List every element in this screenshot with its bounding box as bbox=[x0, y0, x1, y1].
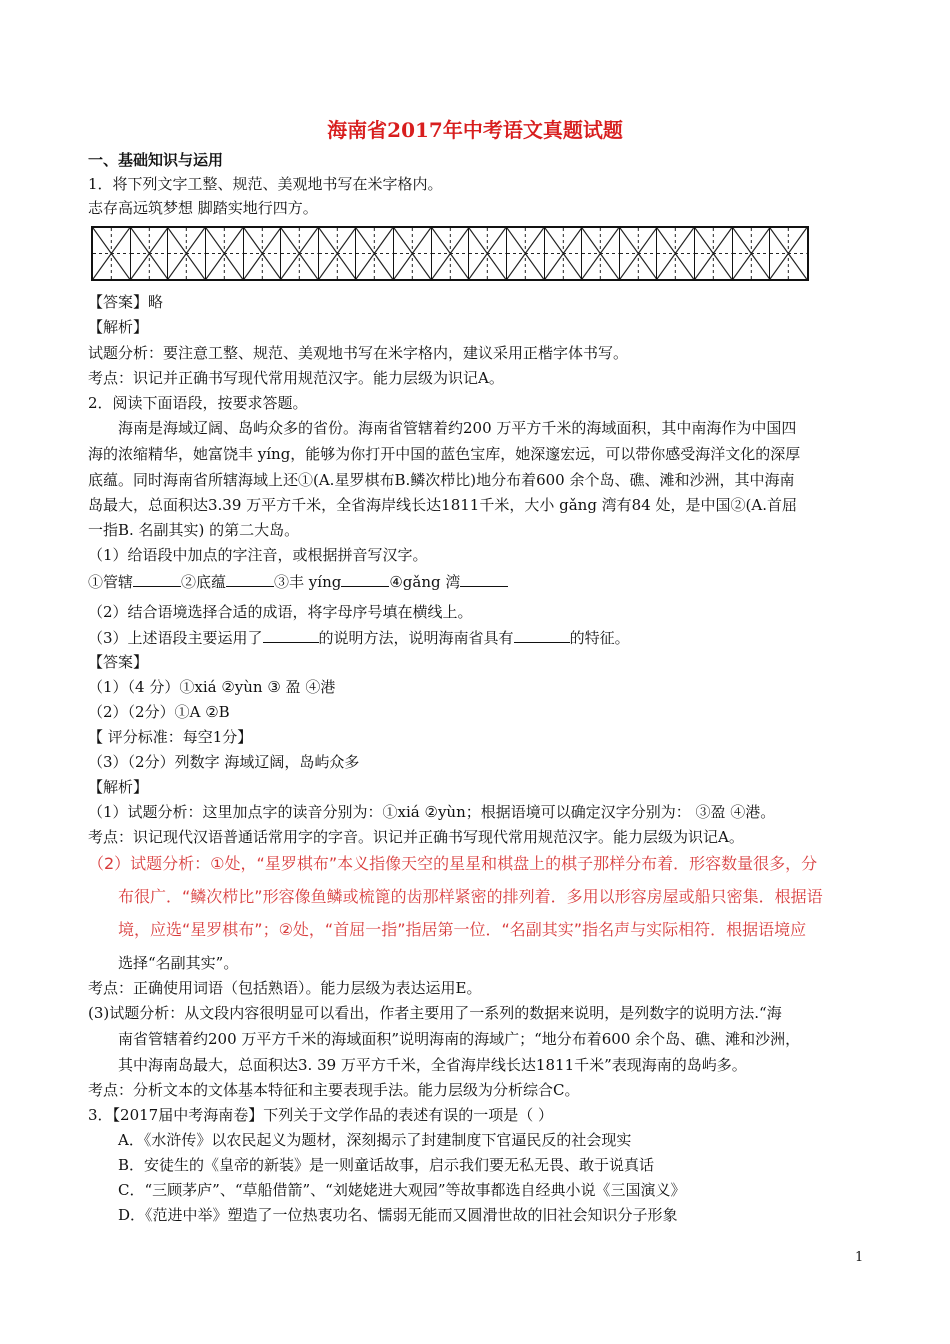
q1-answer: 【答案】略 bbox=[88, 293, 164, 311]
q2-sub2: （2）结合语境选择合适的成语，将字母序号填在横线上。 bbox=[88, 603, 473, 621]
blank-label: ④gǎng 湾 bbox=[389, 573, 461, 591]
q2-kaodian-1: 考点：识记现代汉语普通话常用字的字音。识记并正确书写现代常用规范汉字。能力层级为识记A。 bbox=[88, 828, 744, 846]
q2-blanks-row bbox=[88, 570, 508, 593]
q2-answer-3: （3）（2分）列数字 海域辽阔，岛屿众多 bbox=[88, 753, 360, 771]
q2-answer-1: （1）（4 分）①xiá ②yùn ③ 盈 ④港 bbox=[88, 678, 336, 696]
q2-kaodian-2: 考点：正确使用词语（包括熟语）。能力层级为表达运用E。 bbox=[88, 979, 482, 997]
q2-explanation-2-end: 选择“名副其实”。 bbox=[118, 954, 239, 972]
answer-blank[interactable] bbox=[341, 570, 389, 587]
page-title: 海南省2017年中考语文真题试题 bbox=[327, 118, 623, 142]
q2-paragraph-line: 岛最大，总面积达3.39 万平方千米，全省海岸线长达1811千米，大小 gǎng 湾有84 处，是中国②(A.首屈 bbox=[88, 496, 797, 514]
sub3-text: 的说明方法，说明海南省具有 bbox=[318, 629, 514, 647]
mizige-cell[interactable] bbox=[582, 228, 620, 279]
q2-paragraph-line: 底蕴。同时海南省所辖海域上还①(A.星罗棋布B.鳞次栉比)地分布着600 余个岛、礁、滩和沙洲，其中海南 bbox=[88, 471, 795, 489]
mizige-cell[interactable] bbox=[168, 228, 206, 279]
q1-text: 志存高远筑梦想 脚踏实地行四方。 bbox=[88, 199, 318, 217]
mizige-cell[interactable] bbox=[620, 228, 658, 279]
q1-prompt: 1．将下列文字工整、规范、美观地书写在米字格内。 bbox=[88, 175, 443, 193]
q2-sub3 bbox=[88, 626, 630, 649]
mizige-cell[interactable] bbox=[545, 228, 583, 279]
mizige-cell[interactable] bbox=[770, 228, 807, 279]
q3-prompt: 3．【2017届中考海南卷】下列关于文学作品的表述有误的一项是（ ） bbox=[88, 1106, 553, 1124]
q2-paragraph-line: 海的浓缩精华，她富饶丰 yíng，能够为你打开中国的蓝色宝库，她深邃宏远，可以带你感受海洋文化的深厚 bbox=[88, 445, 801, 463]
q2-paragraph-line: 一指B. 名副其实) 的第二大岛。 bbox=[88, 521, 300, 539]
q2-red-explanation-line: 布很广．“鳞次栉比”形容像鱼鳞或梳篦的齿那样紧密的排列着．多用以形容房屋或船只密集．根据语 bbox=[118, 887, 823, 906]
q1-kaodian: 考点：识记并正确书写现代常用规范汉字。能力层级为识记A。 bbox=[88, 369, 504, 387]
answer-blank[interactable] bbox=[263, 626, 319, 643]
q2-explanation-3-line: 南省管辖着约200 万平方千米的海域面积”说明海南的海域广；“地分布着600 余个岛、礁、滩和沙洲， bbox=[118, 1030, 801, 1048]
blank-label: ③丰 yíng bbox=[274, 573, 342, 591]
page-number: 1 bbox=[855, 1250, 864, 1265]
q2-explanation-1: （1）试题分析：这里加点字的读音分别为：①xiá ②yùn；根据语境可以确定汉字分别为： ③盈 ④港。 bbox=[88, 803, 776, 821]
q2-scoring-standard: 【 评分标准：每空1分】 bbox=[88, 728, 253, 746]
mizige-cell[interactable] bbox=[432, 228, 470, 279]
mizige-cell[interactable] bbox=[244, 228, 282, 279]
section-heading: 一、基础知识与运用 bbox=[88, 151, 224, 169]
answer-blank[interactable] bbox=[133, 570, 181, 587]
mizige-cell[interactable] bbox=[469, 228, 507, 279]
mizige-cell[interactable] bbox=[319, 228, 357, 279]
q3-option-a[interactable]: A．《水浒传》以农民起义为题材，深刻揭示了封建制度下官逼民反的社会现实 bbox=[118, 1131, 632, 1149]
q2-explanation-3-line: 其中海南岛最大，总面积达3. 39 万平方千米，全省海岸线长达1811千米”表现海南的岛屿多。 bbox=[118, 1056, 747, 1074]
mizige-cell[interactable] bbox=[394, 228, 432, 279]
q2-answer-heading: 【答案】 bbox=[88, 653, 149, 671]
answer-blank[interactable] bbox=[514, 626, 570, 643]
mizige-cell[interactable] bbox=[657, 228, 695, 279]
q1-analysis: 试题分析：要注意工整、规范、美观地书写在米字格内，建议采用正楷字体书写。 bbox=[88, 344, 629, 362]
mizige-cell[interactable] bbox=[206, 228, 244, 279]
mizige-cell[interactable] bbox=[131, 228, 169, 279]
sub3-text: 的特征。 bbox=[569, 629, 630, 647]
answer-blank[interactable] bbox=[226, 570, 274, 587]
q2-explanation-3-line: (3)试题分析：从文段内容很明显可以看出，作者主要用了一系列的数据来说明，是列数字的说明方法.“海 bbox=[88, 1004, 782, 1022]
mizige-cell[interactable] bbox=[281, 228, 319, 279]
q2-kaodian-3: 考点：分析文本的文体基本特征和主要表现手法。能力层级为分析综合C。 bbox=[88, 1081, 580, 1099]
q2-analysis-heading: 【解析】 bbox=[88, 778, 149, 796]
q2-red-explanation-line: 境，应选“星罗棋布”；②处，“首屈一指”指居第一位．“名副其实”指名声与实际相符．根据语境应 bbox=[118, 920, 807, 939]
q2-red-explanation-line: （2）试题分析：①处，“星罗棋布”本义指像天空的星星和棋盘上的棋子那样分布着．形容数量很多，分 bbox=[88, 854, 818, 873]
mizige-writing-grid[interactable] bbox=[91, 226, 809, 281]
q3-option-d[interactable]: D．《范进中举》塑造了一位热衷功名、懦弱无能而又圆滑世故的旧社会知识分子形象 bbox=[118, 1206, 678, 1224]
q3-option-c[interactable]: C．“三顾茅庐”、“草船借箭”、“刘姥姥进大观园”等故事都选自经典小说《三国演义》 bbox=[118, 1181, 686, 1199]
q3-option-b[interactable]: B．安徒生的《皇帝的新装》是一则童话故事，启示我们要无私无畏、敢于说真话 bbox=[118, 1156, 655, 1174]
mizige-cell[interactable] bbox=[356, 228, 394, 279]
mizige-cell[interactable] bbox=[695, 228, 733, 279]
mizige-cell[interactable] bbox=[507, 228, 545, 279]
blank-label: ②底蕴 bbox=[181, 573, 227, 591]
sub3-text: （3）上述语段主要运用了 bbox=[88, 629, 263, 647]
mizige-cell[interactable] bbox=[93, 228, 131, 279]
q2-answer-2: （2）（2分）①A ②B bbox=[88, 703, 230, 721]
q2-paragraph-line: 海南是海域辽阔、岛屿众多的省份。海南省管辖着约200 万平方千米的海域面积，其中南海作为中国四 bbox=[118, 419, 797, 437]
blank-label: ①管辖 bbox=[88, 573, 134, 591]
q1-analysis-heading: 【解析】 bbox=[88, 318, 149, 336]
mizige-cell[interactable] bbox=[733, 228, 771, 279]
q2-sub1: （1）给语段中加点的字注音，或根据拼音写汉字。 bbox=[88, 546, 428, 564]
q2-prompt: 2．阅读下面语段，按要求答题。 bbox=[88, 394, 308, 412]
answer-blank[interactable] bbox=[460, 570, 508, 587]
